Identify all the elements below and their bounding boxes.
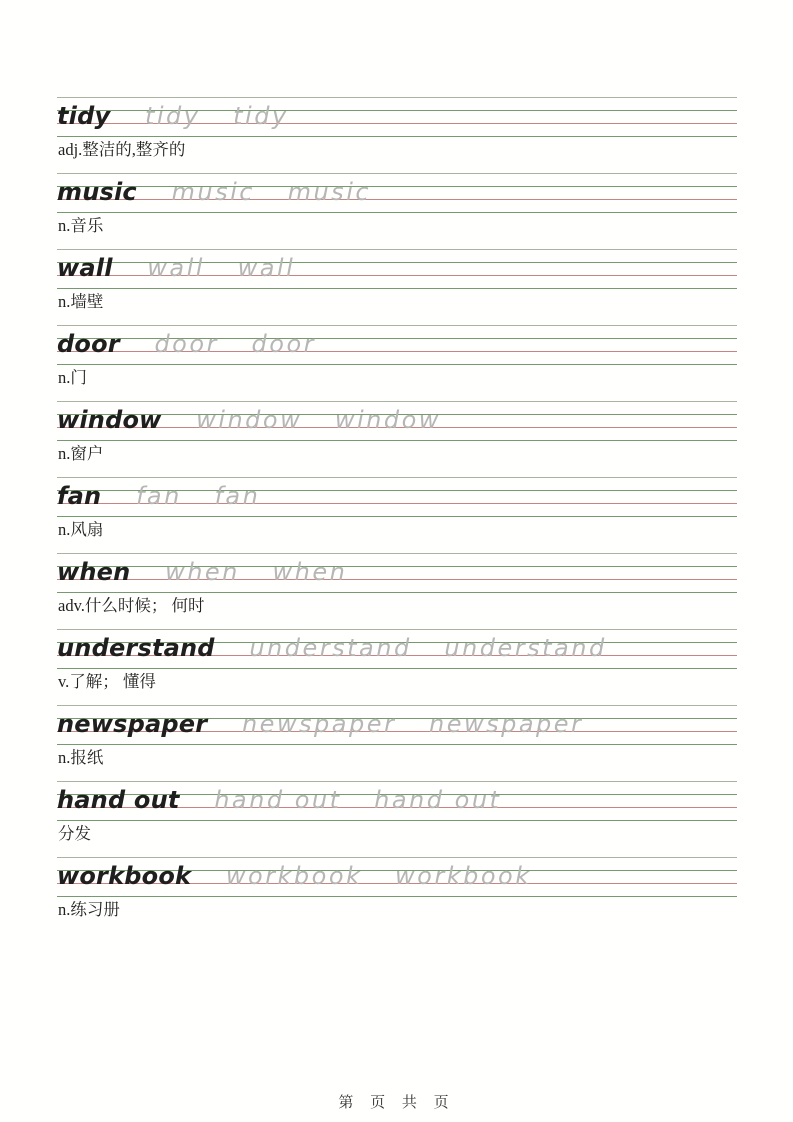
word-line — [57, 629, 632, 668]
guide-bottom-line — [57, 136, 737, 137]
guide-bottom-line — [57, 820, 737, 821]
guide-bottom-line — [57, 440, 737, 441]
guide-bottom-line — [57, 744, 737, 745]
definition-text: n.风扇 — [58, 520, 104, 539]
trace-word: wall — [237, 254, 296, 282]
trace-word: workbook — [395, 862, 532, 890]
vocab-entry — [57, 553, 737, 629]
word-line — [57, 781, 526, 820]
trace-word: music — [287, 178, 372, 206]
guide-bottom-line — [57, 592, 737, 593]
guide-bottom-line — [57, 212, 737, 213]
trace-word: workbook — [225, 862, 363, 890]
vocab-entry — [57, 249, 737, 325]
vocab-word: tidy — [57, 102, 111, 130]
guide-bottom-line — [57, 516, 737, 517]
trace-word: understand — [249, 634, 412, 662]
trace-word: music — [171, 178, 255, 206]
vocab-entry — [57, 781, 737, 857]
word-line — [57, 477, 285, 516]
vocab-word: fan — [57, 482, 102, 510]
word-line — [57, 173, 396, 212]
definition-text: n.门 — [58, 368, 87, 387]
vocab-word: workbook — [57, 862, 192, 890]
trace-word: newspaper — [429, 710, 584, 738]
page-footer: 第 页 共 页 — [338, 1093, 455, 1111]
definition-text: n.练习册 — [58, 900, 120, 919]
vocab-entry — [57, 857, 737, 933]
definition-text: n.窗户 — [58, 444, 104, 463]
definition-text: 分发 — [58, 824, 91, 843]
guide-bottom-line — [57, 896, 737, 897]
vocab-entry — [57, 173, 737, 249]
trace-word: when — [272, 558, 348, 586]
trace-word: door — [154, 330, 219, 358]
word-line — [57, 857, 557, 896]
trace-word: hand out — [374, 786, 502, 814]
definition-text: adj.整洁的,整齐的 — [58, 140, 186, 159]
guide-bottom-line — [57, 668, 737, 669]
vocab-entry — [57, 629, 737, 705]
definition-text: adv.什么时候； 何时 — [58, 596, 205, 615]
trace-word: window — [334, 406, 441, 434]
vocab-practice-sheet — [57, 97, 737, 933]
word-line — [57, 325, 341, 364]
vocab-entry — [57, 97, 737, 173]
vocab-word: when — [57, 558, 131, 586]
vocab-word: understand — [57, 634, 215, 662]
definition-text: n.音乐 — [58, 216, 104, 235]
trace-word: fan — [135, 482, 182, 510]
vocab-entry — [57, 401, 737, 477]
definition-text: n.报纸 — [58, 748, 104, 767]
trace-word: newspaper — [241, 710, 397, 738]
vocab-word: music — [57, 178, 137, 206]
guide-bottom-line — [57, 288, 737, 289]
trace-word: understand — [444, 634, 607, 662]
trace-word: when — [165, 558, 240, 586]
vocab-word: window — [57, 406, 162, 434]
word-line — [57, 553, 372, 592]
word-line — [57, 97, 314, 136]
word-line — [57, 401, 466, 440]
vocab-entry — [57, 705, 737, 781]
vocab-entry — [57, 325, 737, 401]
trace-word: wall — [147, 254, 205, 282]
word-line — [57, 705, 608, 744]
trace-word: window — [196, 406, 303, 434]
trace-word: hand out — [214, 786, 342, 814]
vocab-word: door — [57, 330, 120, 358]
trace-word: tidy — [233, 102, 289, 130]
vocab-entry — [57, 477, 737, 553]
trace-word: tidy — [144, 102, 201, 130]
vocab-word: hand out — [57, 786, 180, 814]
trace-word: fan — [214, 482, 261, 510]
definition-text: n.墙壁 — [58, 292, 104, 311]
word-line — [57, 249, 320, 288]
vocab-word: newspaper — [57, 710, 208, 738]
guide-bottom-line — [57, 364, 737, 365]
trace-word: door — [251, 330, 317, 358]
definition-text: v.了解； 懂得 — [58, 672, 156, 691]
vocab-word: wall — [57, 254, 113, 282]
